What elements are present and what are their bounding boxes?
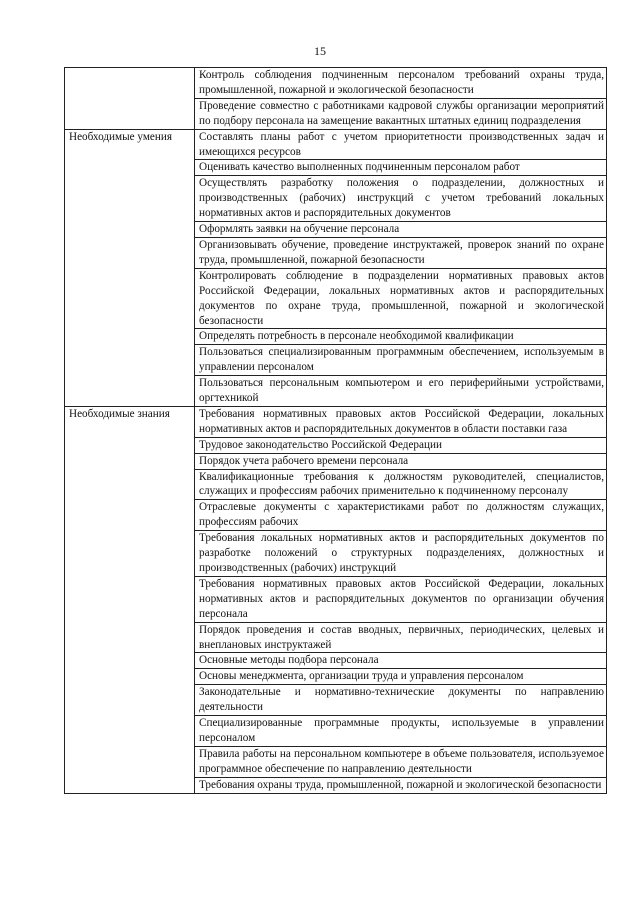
section-item: Оформлять заявки на обучение персонала	[195, 222, 607, 238]
section-item: Правила работы на персональном компьютере в объеме пользователя, используемое программное обеспечение по направлению деятельности	[195, 746, 607, 777]
section-item: Порядок проведения и состав вводных, первичных, периодических, целевых и внеплановых инструктажей	[195, 622, 607, 653]
section-item: Порядок учета рабочего времени персонала	[195, 453, 607, 469]
table-row	[65, 406, 607, 437]
section-item: Составлять планы работ с учетом приоритетности производственных задач и имеющихся ресурсов	[195, 129, 607, 160]
section-item: Пользоваться специализированным программным обеспечением, используемым в управлении персоналом	[195, 345, 607, 376]
section-item: Основные методы подбора персонала	[195, 653, 607, 669]
section-label	[65, 68, 195, 130]
table-row	[65, 129, 607, 160]
section-item: Требования нормативных правовых актов Российской Федерации, локальных нормативных актов и распорядительных документов по организации обучения персонала	[195, 576, 607, 622]
section-item: Требования охраны труда, промышленной, пожарной и экологической безопасности	[195, 777, 607, 793]
qualification-table	[64, 67, 607, 794]
section-item: Требования нормативных правовых актов Российской Федерации, локальных нормативных актов и распорядительных документов в области поставки газа	[195, 406, 607, 437]
section-label: Необходимые знания	[65, 406, 195, 793]
section-item: Контролировать соблюдение в подразделении нормативных правовых актов Российской Федерации, локальных нормативных актов и распорядительных документов по охране труда, промышленной, пожарной и экологической безопасности	[195, 268, 607, 329]
section-item: Осуществлять разработку положения о подразделении, должностных и производственных (рабочих) инструкций с учетом требований локальных нормативных актов и распорядительных документов	[195, 176, 607, 222]
section-item: Трудовое законодательство Российской Федерации	[195, 437, 607, 453]
section-item: Определять потребность в персонале необходимой квалификации	[195, 329, 607, 345]
section-item: Отраслевые документы с характеристиками работ по должностям служащих, профессиям рабочих	[195, 500, 607, 531]
section-item: Пользоваться персональным компьютером и его периферийными устройствами, оргтехникой	[195, 376, 607, 407]
section-label: Необходимые умения	[65, 129, 195, 406]
table-row	[65, 68, 607, 99]
section-item: Специализированные программные продукты, используемые в управлении персоналом	[195, 716, 607, 747]
section-item: Требования локальных нормативных актов и распорядительных документов по разработке положений о структурных подразделениях, должностных и производственных (рабочих) инструкций	[195, 531, 607, 577]
table-body	[65, 68, 607, 794]
section-item: Организовывать обучение, проведение инструктажей, проверок знаний по охране труда, промышленной, пожарной безопасности	[195, 237, 607, 268]
section-item: Контроль соблюдения подчиненным персоналом требований охраны труда, промышленной, пожарной и экологической безопасности	[195, 68, 607, 99]
section-item: Проведение совместно с работниками кадровой службы организации мероприятий по подбору персонала на замещение вакантных штатных единиц подразделения	[195, 98, 607, 129]
section-item: Квалификационные требования к должностям руководителей, специалистов, служащих и профессиям рабочих применительно к подчиненному персоналу	[195, 469, 607, 500]
page-number: 15	[314, 44, 326, 58]
section-item: Основы менеджмента, организации труда и управления персоналом	[195, 669, 607, 685]
section-item: Законодательные и нормативно-технические документы по направлению деятельности	[195, 685, 607, 716]
section-item: Оценивать качество выполненных подчиненным персоналом работ	[195, 160, 607, 176]
